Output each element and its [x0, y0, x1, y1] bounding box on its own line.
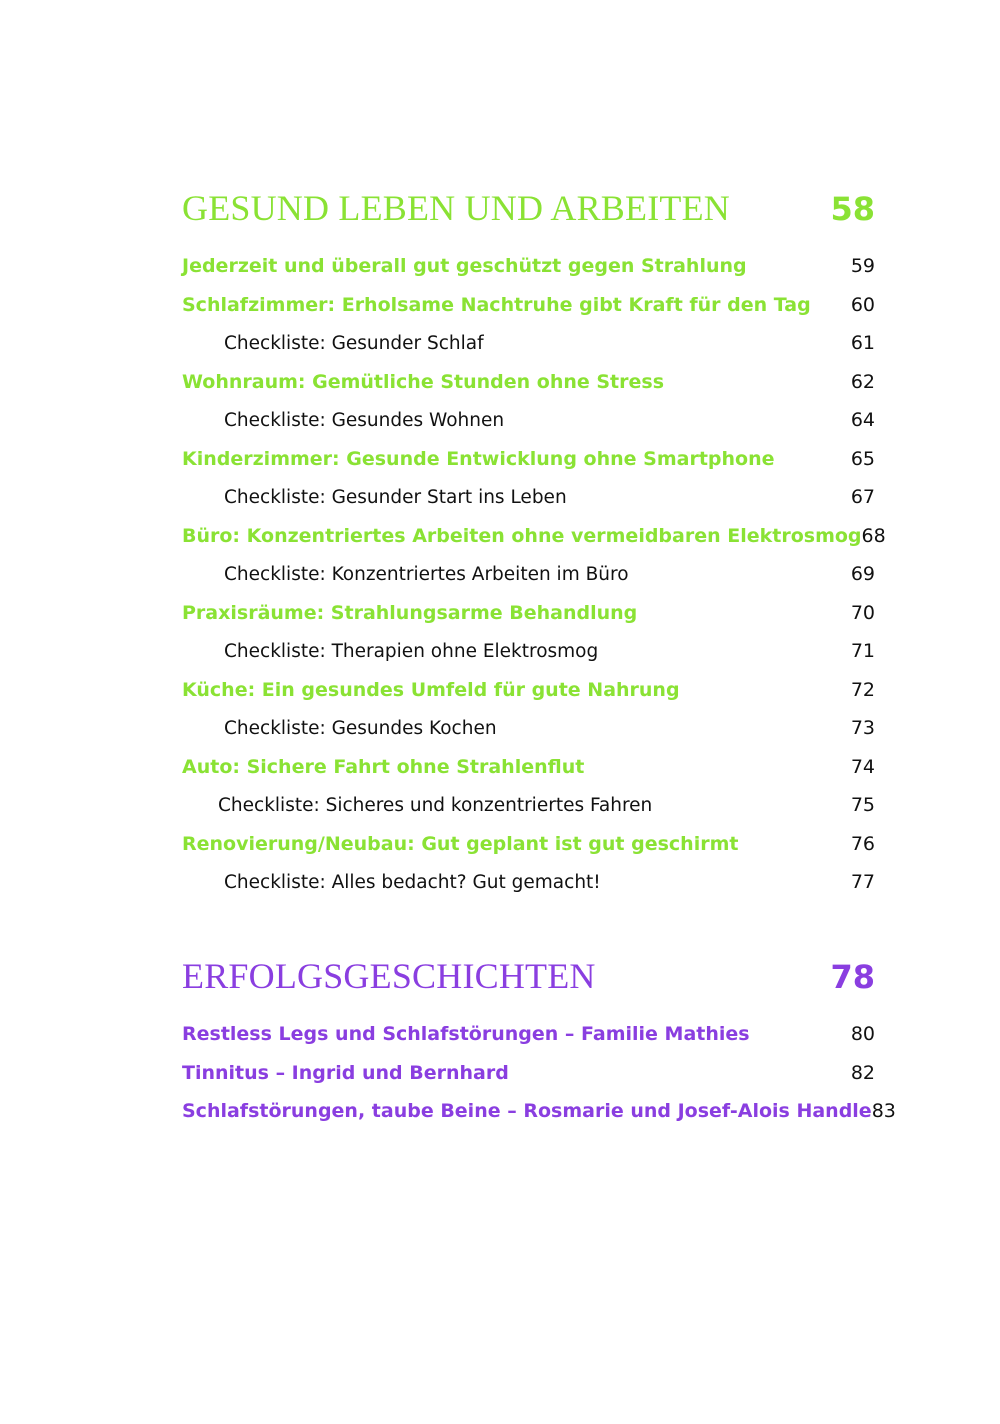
toc-entry-page: 68: [861, 524, 886, 547]
toc-subentry-title: Checkliste: Sicheres und konzentriertes Fahren: [218, 794, 653, 816]
toc-subentry-title: Checkliste: Gesunder Start ins Leben: [224, 486, 567, 508]
toc-entry[interactable]: [182, 363, 875, 402]
toc-entry[interactable]: [182, 440, 875, 479]
toc-subentry[interactable]: [182, 478, 875, 517]
toc-subentry-page: 69: [850, 563, 875, 586]
toc-entry[interactable]: [182, 247, 875, 286]
toc-section-erfolgsgeschichten: [182, 955, 896, 1131]
toc-entry-page: 82: [850, 1061, 875, 1084]
toc-entry[interactable]: [182, 286, 875, 325]
toc-entry-title: Restless Legs und Schlafstörungen – Familie Mathies: [182, 1023, 750, 1046]
toc-entry-title: Tinnitus – Ingrid und Bernhard: [182, 1061, 509, 1084]
toc-subentry[interactable]: [182, 786, 875, 825]
toc-entry[interactable]: [182, 594, 875, 633]
toc-subentry[interactable]: [182, 632, 875, 671]
toc-entry[interactable]: [182, 1015, 875, 1054]
section-heading: [182, 955, 875, 1005]
toc-entry-title: Kinderzimmer: Gesunde Entwicklung ohne Smartphone: [182, 447, 775, 470]
toc-entry-title: Büro: Konzentriertes Arbeiten ohne vermeidbaren Elektrosmog: [182, 524, 862, 547]
toc-subentry-page: 71: [850, 640, 875, 663]
toc-subentry[interactable]: [182, 555, 875, 594]
toc-subentry[interactable]: [182, 863, 875, 902]
toc-entry[interactable]: [182, 1092, 896, 1131]
toc-subentry-title: Checkliste: Alles bedacht? Gut gemacht!: [224, 871, 601, 893]
toc-entry[interactable]: [182, 748, 875, 787]
toc-subentry[interactable]: [182, 324, 875, 363]
toc-subentry-title: Checkliste: Konzentriertes Arbeiten im Büro: [224, 563, 629, 585]
toc-entry-title: Praxisräume: Strahlungsarme Behandlung: [182, 601, 638, 624]
toc-entry-page: 80: [850, 1023, 875, 1046]
toc-subentry-page: 64: [850, 409, 875, 432]
toc-subentry-page: 73: [850, 717, 875, 740]
toc-subentry-page: 77: [850, 871, 875, 894]
toc-entry-page: 74: [850, 755, 875, 778]
section-title: GESUND LEBEN UND ARBEITEN: [182, 188, 730, 228]
section-heading: [182, 187, 875, 237]
toc-entry-title: Schlafzimmer: Erholsame Nachtruhe gibt Kraft für den Tag: [182, 293, 811, 316]
toc-subentry-title: Checkliste: Gesundes Wohnen: [224, 409, 505, 431]
toc-subentry-title: Checkliste: Gesunder Schlaf: [224, 332, 484, 354]
section-page-number: 58: [830, 190, 875, 228]
toc-entry[interactable]: [182, 517, 886, 556]
toc-section-gesund-leben: [182, 187, 886, 902]
toc-subentry-title: Checkliste: Gesundes Kochen: [224, 717, 497, 739]
toc-entry[interactable]: [182, 671, 875, 710]
toc-subentry-page: 75: [850, 794, 875, 817]
toc-entry-title: Wohnraum: Gemütliche Stunden ohne Stress: [182, 370, 665, 393]
toc-entry-page: 59: [850, 255, 875, 278]
toc-entry-page: 83: [871, 1100, 896, 1123]
toc-entry[interactable]: [182, 825, 875, 864]
toc-entry-page: 76: [850, 832, 875, 855]
toc-entry-page: 72: [850, 678, 875, 701]
toc-subentry-page: 67: [850, 486, 875, 509]
section-page-number: 78: [830, 958, 875, 996]
toc-entry-title: Jederzeit und überall gut geschützt gegen Strahlung: [182, 255, 747, 278]
toc-subentry[interactable]: [182, 709, 875, 748]
toc-subentry-page: 61: [850, 332, 875, 355]
toc-entry-page: 60: [850, 293, 875, 316]
toc-entry-title: Renovierung/Neubau: Gut geplant ist gut geschirmt: [182, 832, 739, 855]
toc-entry-title: Schlafstörungen, taube Beine – Rosmarie und Josef-Alois Handle: [182, 1100, 872, 1123]
toc-subentry[interactable]: [182, 401, 875, 440]
toc-subentry-title: Checkliste: Therapien ohne Elektrosmog: [224, 640, 599, 662]
toc-entry-page: 70: [850, 601, 875, 624]
section-title: ERFOLGSGESCHICHTEN: [182, 956, 596, 996]
toc-entry-title: Küche: Ein gesundes Umfeld für gute Nahrung: [182, 678, 680, 701]
toc-entry[interactable]: [182, 1054, 875, 1093]
toc-entry-title: Auto: Sichere Fahrt ohne Strahlenflut: [182, 755, 585, 778]
toc-entry-page: 65: [850, 447, 875, 470]
toc-entry-page: 62: [850, 370, 875, 393]
